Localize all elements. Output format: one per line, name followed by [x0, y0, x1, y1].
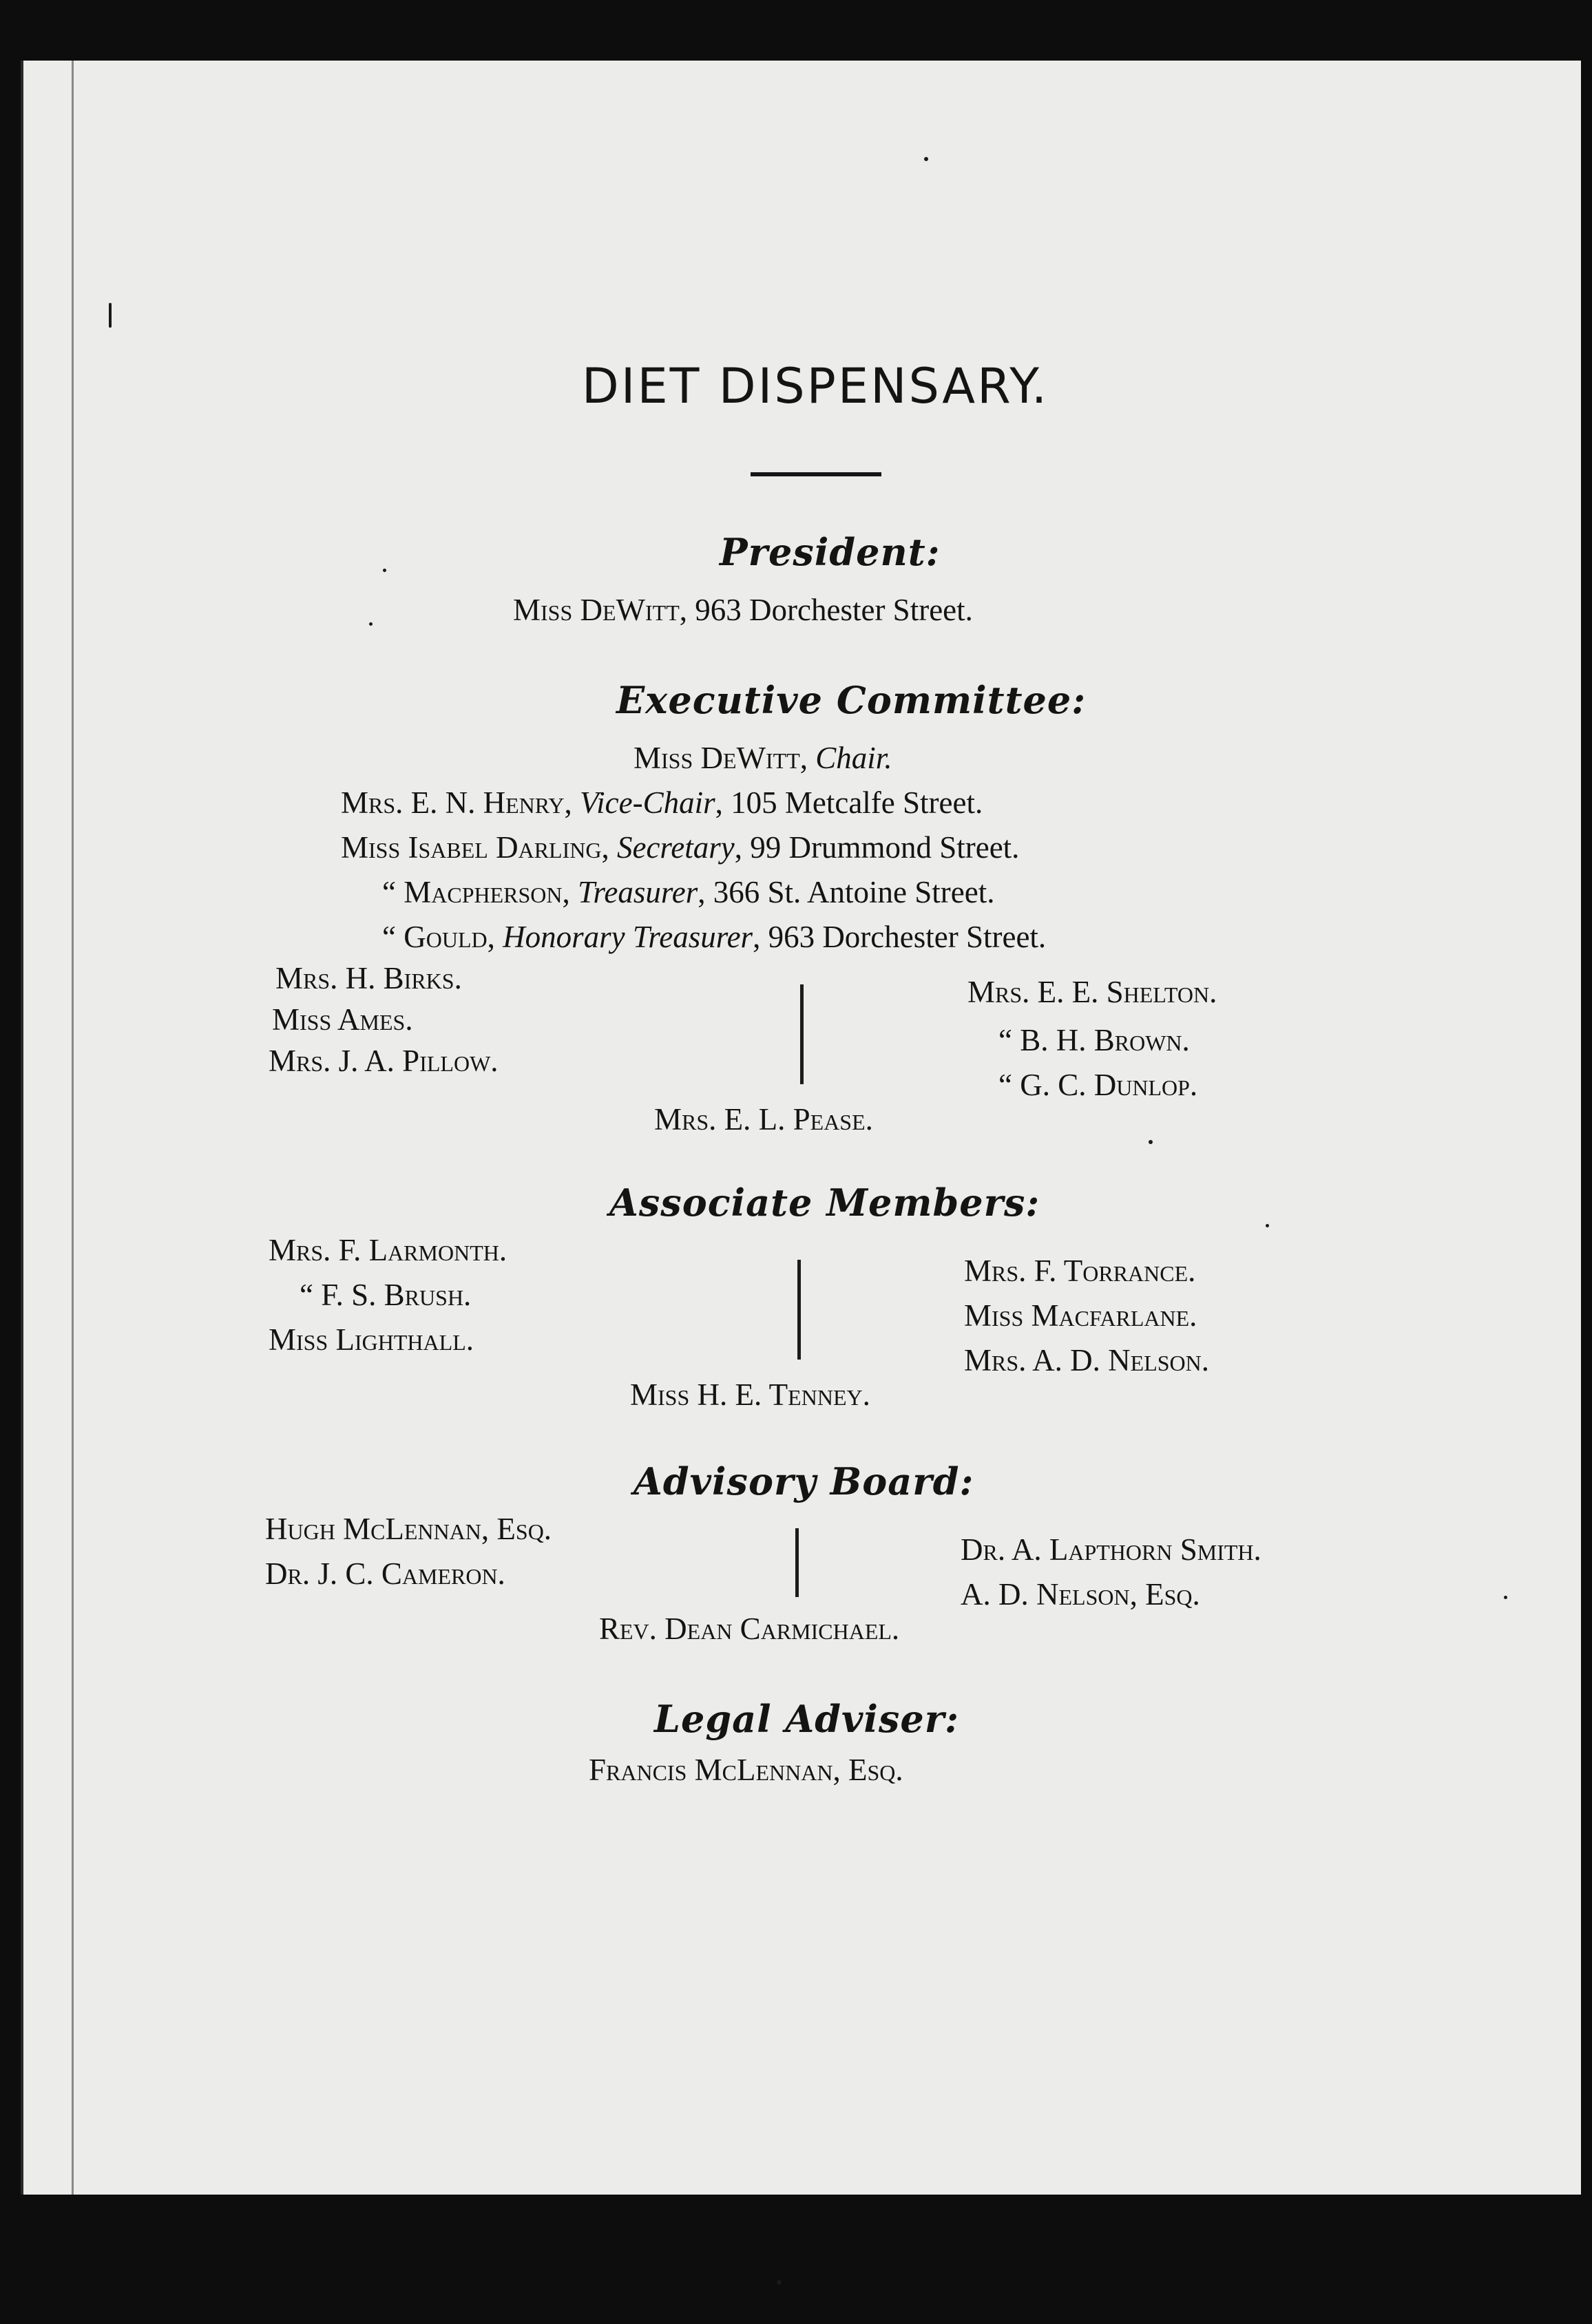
associate-left-member: “ F. S. Brush.: [300, 1278, 472, 1312]
associate-heading: Associate Members:: [609, 1181, 1040, 1225]
executive-line: Mrs. E. N. Henry, Vice-Chair, 105 Metcalfe Street.: [341, 785, 983, 820]
president-heading: President:: [720, 530, 941, 574]
column-divider: [797, 1260, 801, 1360]
associate-left-member: Miss Lighthall.: [269, 1322, 474, 1357]
column-divider: [795, 1528, 799, 1597]
executive-line-role: Treasurer: [578, 875, 698, 909]
executive-line-role: Vice-Chair: [579, 785, 715, 820]
legal-adviser-name: Francis McLennan, Esq.: [589, 1753, 903, 1787]
associate-right-member: Mrs. A. D. Nelson.: [964, 1343, 1210, 1377]
executive-right-member: Mrs. E. E. Shelton.: [967, 975, 1217, 1009]
president-name: Miss DeWitt: [513, 593, 680, 627]
advisory-right-member: A. D. Nelson, Esq.: [961, 1577, 1200, 1612]
document-title: DIET DISPENSARY.: [581, 358, 1049, 414]
executive-left-member: Mrs. J. A. Pillow.: [269, 1044, 499, 1078]
executive-line-role: Secretary: [616, 830, 735, 865]
title-rule: [751, 472, 881, 476]
executive-line-role: Honorary Treasurer: [503, 920, 753, 954]
executive-line-role: Chair.: [815, 741, 892, 775]
column-divider: [800, 984, 804, 1084]
president-address: , 963 Dorchester Street.: [679, 593, 973, 627]
associate-left-member: Mrs. F. Larmonth.: [269, 1233, 507, 1267]
executive-line-name: “ Gould: [382, 920, 488, 954]
executive-line-address: 105 Metcalfe Street.: [722, 785, 983, 820]
advisory-right-member: Dr. A. Lapthorn Smith.: [961, 1532, 1261, 1567]
executive-line-name: Miss Isabel Darling: [341, 830, 602, 865]
advisory-left-member: Dr. J. C. Cameron.: [265, 1556, 505, 1591]
associate-right-member: Mrs. F. Torrance.: [964, 1254, 1196, 1288]
president-entry: [513, 592, 973, 628]
executive-line: Miss DeWitt, Chair.: [633, 741, 892, 775]
advisory-bottom-member: Rev. Dean Carmichael.: [599, 1612, 900, 1646]
executive-right-member: “ G. C. Dunlop.: [998, 1068, 1198, 1102]
executive-left-member: Miss Ames.: [272, 1002, 413, 1037]
executive-line-name: Mrs. E. N. Henry: [341, 785, 565, 820]
executive-line-name: “ Macpherson: [382, 875, 563, 909]
executive-line-address: 963 Dorchester Street.: [760, 920, 1047, 954]
executive-line: “ Macpherson, Treasurer, 366 St. Antoine Street.: [382, 875, 995, 909]
associate-bottom-member: Miss H. E. Tenney.: [630, 1377, 870, 1412]
executive-bottom-member: Mrs. E. L. Pease.: [654, 1102, 873, 1137]
legal-heading: Legal Adviser:: [654, 1697, 960, 1741]
executive-left-member: Mrs. H. Birks.: [275, 961, 462, 995]
executive-line-address: 366 St. Antoine Street.: [705, 875, 995, 909]
executive-line-address: 99 Drummond Street.: [742, 830, 1020, 865]
advisory-heading: Advisory Board:: [633, 1459, 974, 1503]
executive-line-name: Miss DeWitt: [633, 741, 800, 775]
associate-right-member: Miss Macfarlane.: [964, 1298, 1197, 1333]
executive-line: Miss Isabel Darling, Secretary, 99 Drummond Street.: [341, 830, 1020, 865]
executive-right-member: “ B. H. Brown.: [998, 1023, 1190, 1057]
executive-line: “ Gould, Honorary Treasurer, 963 Dorchester Street.: [382, 920, 1047, 954]
executive-heading: Executive Committee:: [616, 678, 1087, 722]
advisory-left-member: Hugh McLennan, Esq.: [265, 1512, 552, 1546]
